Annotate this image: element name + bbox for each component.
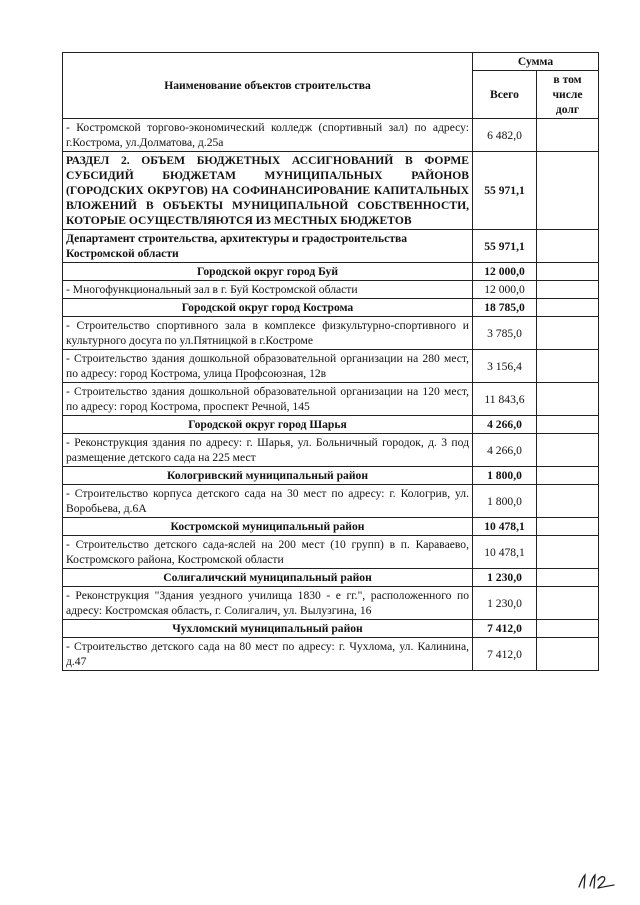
row-name-cell: Городской округ город Кострома xyxy=(63,299,473,317)
row-name-cell: - Реконструкция здания по адресу: г. Шарья, ул. Больничный городок, д. 3 под размещение детского сада на 225 мест xyxy=(63,434,473,467)
row-debt-cell xyxy=(537,152,599,230)
row-name-cell: - Строительство детского сада-яслей на 200 мест (10 групп) в п. Караваево, Костромского района, Костромской области xyxy=(63,536,473,569)
row-name-cell: - Реконструкция "Здания уездного училища 1830 - е гг.", расположенного по адресу: Костромская область, г. Солигалич, ул. Вылузгина, 16 xyxy=(63,587,473,620)
table-row xyxy=(63,638,599,671)
group-row xyxy=(63,569,599,587)
row-total-cell: 1 800,0 xyxy=(473,467,537,485)
row-name-cell: - Строительство детского сада на 80 мест по адресу: г. Чухлома, ул. Калинина, д.47 xyxy=(63,638,473,671)
table-row xyxy=(63,350,599,383)
dept-row xyxy=(63,230,599,263)
row-total-cell: 7 412,0 xyxy=(473,620,537,638)
group-row xyxy=(63,518,599,536)
row-debt-cell xyxy=(537,587,599,620)
row-total-cell: 12 000,0 xyxy=(473,263,537,281)
table-row xyxy=(63,434,599,467)
table-row xyxy=(63,536,599,569)
table-row xyxy=(63,317,599,350)
row-debt-cell xyxy=(537,569,599,587)
row-total-cell: 1 230,0 xyxy=(473,587,537,620)
row-name-cell: - Строительство корпуса детского сада на 30 мест по адресу: г. Кологрив, ул. Воробьева, д.6А xyxy=(63,485,473,518)
row-name-cell: - Строительство здания дошкольной образовательной организации на 280 мест, по адресу: город Кострома, улица Профсоюзная, 12в xyxy=(63,350,473,383)
table-row xyxy=(63,281,599,299)
row-total-cell: 55 971,1 xyxy=(473,230,537,263)
row-debt-cell xyxy=(537,518,599,536)
table-row xyxy=(63,119,599,152)
row-debt-cell xyxy=(537,119,599,152)
row-total-cell: 10 478,1 xyxy=(473,518,537,536)
row-total-cell: 55 971,1 xyxy=(473,152,537,230)
row-total-cell: 3 156,4 xyxy=(473,350,537,383)
row-total-cell: 18 785,0 xyxy=(473,299,537,317)
row-total-cell: 1 800,0 xyxy=(473,485,537,518)
row-name-cell: Городской округ город Шарья xyxy=(63,416,473,434)
row-debt-cell xyxy=(537,620,599,638)
row-debt-cell xyxy=(537,467,599,485)
row-debt-cell xyxy=(537,485,599,518)
row-debt-cell xyxy=(537,281,599,299)
table-row xyxy=(63,587,599,620)
handwritten-page-mark xyxy=(576,871,620,891)
row-name-cell: - Многофункциональный зал в г. Буй Костромской области xyxy=(63,281,473,299)
group-row xyxy=(63,416,599,434)
row-name-cell: Чухломский муниципальный район xyxy=(63,620,473,638)
row-name-cell: Костромской муниципальный район xyxy=(63,518,473,536)
row-name-cell: Городской округ город Буй xyxy=(63,263,473,281)
row-name-cell: - Строительство здания дошкольной образовательной организации на 120 мест, по адресу: город Кострома, проспект Речной, 145 xyxy=(63,383,473,416)
table-body xyxy=(63,119,599,671)
row-total-cell: 12 000,0 xyxy=(473,281,537,299)
group-row xyxy=(63,620,599,638)
row-debt-cell xyxy=(537,299,599,317)
row-total-cell: 10 478,1 xyxy=(473,536,537,569)
total-column-header: Всего xyxy=(473,71,537,119)
row-name-cell: Солигаличский муниципальный район xyxy=(63,569,473,587)
header-row xyxy=(63,53,599,71)
row-name-cell: РАЗДЕЛ 2. ОБЪЕМ БЮДЖЕТНЫХ АССИГНОВАНИЙ В ФОРМЕ СУБСИДИЙ БЮДЖЕТАМ МУНИЦИПАЛЬНЫХ РАЙОНОВ (ГОРОДСКИХ ОКРУГОВ) НА СОФИНАНСИРОВАНИЕ КАПИТАЛЬНЫХ ВЛОЖЕНИЙ В ОБЪЕКТЫ МУНИЦИПАЛЬНОЙ СОБСТВЕННОСТИ, КОТОРЫЕ ОСУЩЕСТВЛЯЮТСЯ ИЗ МЕСТНЫХ БЮДЖЕТОВ xyxy=(63,152,473,230)
debt-column-header: в том числе долг xyxy=(537,71,599,119)
group-row xyxy=(63,299,599,317)
table-row xyxy=(63,485,599,518)
table-row xyxy=(63,383,599,416)
row-debt-cell xyxy=(537,230,599,263)
group-row xyxy=(63,467,599,485)
row-debt-cell xyxy=(537,536,599,569)
row-total-cell: 4 266,0 xyxy=(473,434,537,467)
budget-table xyxy=(62,52,599,671)
row-total-cell: 11 843,6 xyxy=(473,383,537,416)
row-debt-cell xyxy=(537,350,599,383)
row-name-cell: Кологривский муниципальный район xyxy=(63,467,473,485)
row-total-cell: 7 412,0 xyxy=(473,638,537,671)
row-total-cell: 4 266,0 xyxy=(473,416,537,434)
row-debt-cell xyxy=(537,416,599,434)
row-debt-cell xyxy=(537,638,599,671)
row-debt-cell xyxy=(537,317,599,350)
row-total-cell: 6 482,0 xyxy=(473,119,537,152)
name-column-header: Наименование объектов строительства xyxy=(63,53,473,119)
row-name-cell: - Костромской торгово-экономический колледж (спортивный зал) по адресу: г.Кострома, ул.Долматова, д.25а xyxy=(63,119,473,152)
row-debt-cell xyxy=(537,383,599,416)
row-total-cell: 3 785,0 xyxy=(473,317,537,350)
row-total-cell: 1 230,0 xyxy=(473,569,537,587)
row-debt-cell xyxy=(537,263,599,281)
group-row xyxy=(63,263,599,281)
section-row xyxy=(63,152,599,230)
row-name-cell: Департамент строительства, архитектуры и градостроительства Костромской области xyxy=(63,230,473,263)
row-debt-cell xyxy=(537,434,599,467)
row-name-cell: - Строительство спортивного зала в комплексе физкультурно-спортивного и культурного досуга по ул.Пятницкой в г.Костроме xyxy=(63,317,473,350)
sum-column-header: Сумма xyxy=(473,53,599,71)
